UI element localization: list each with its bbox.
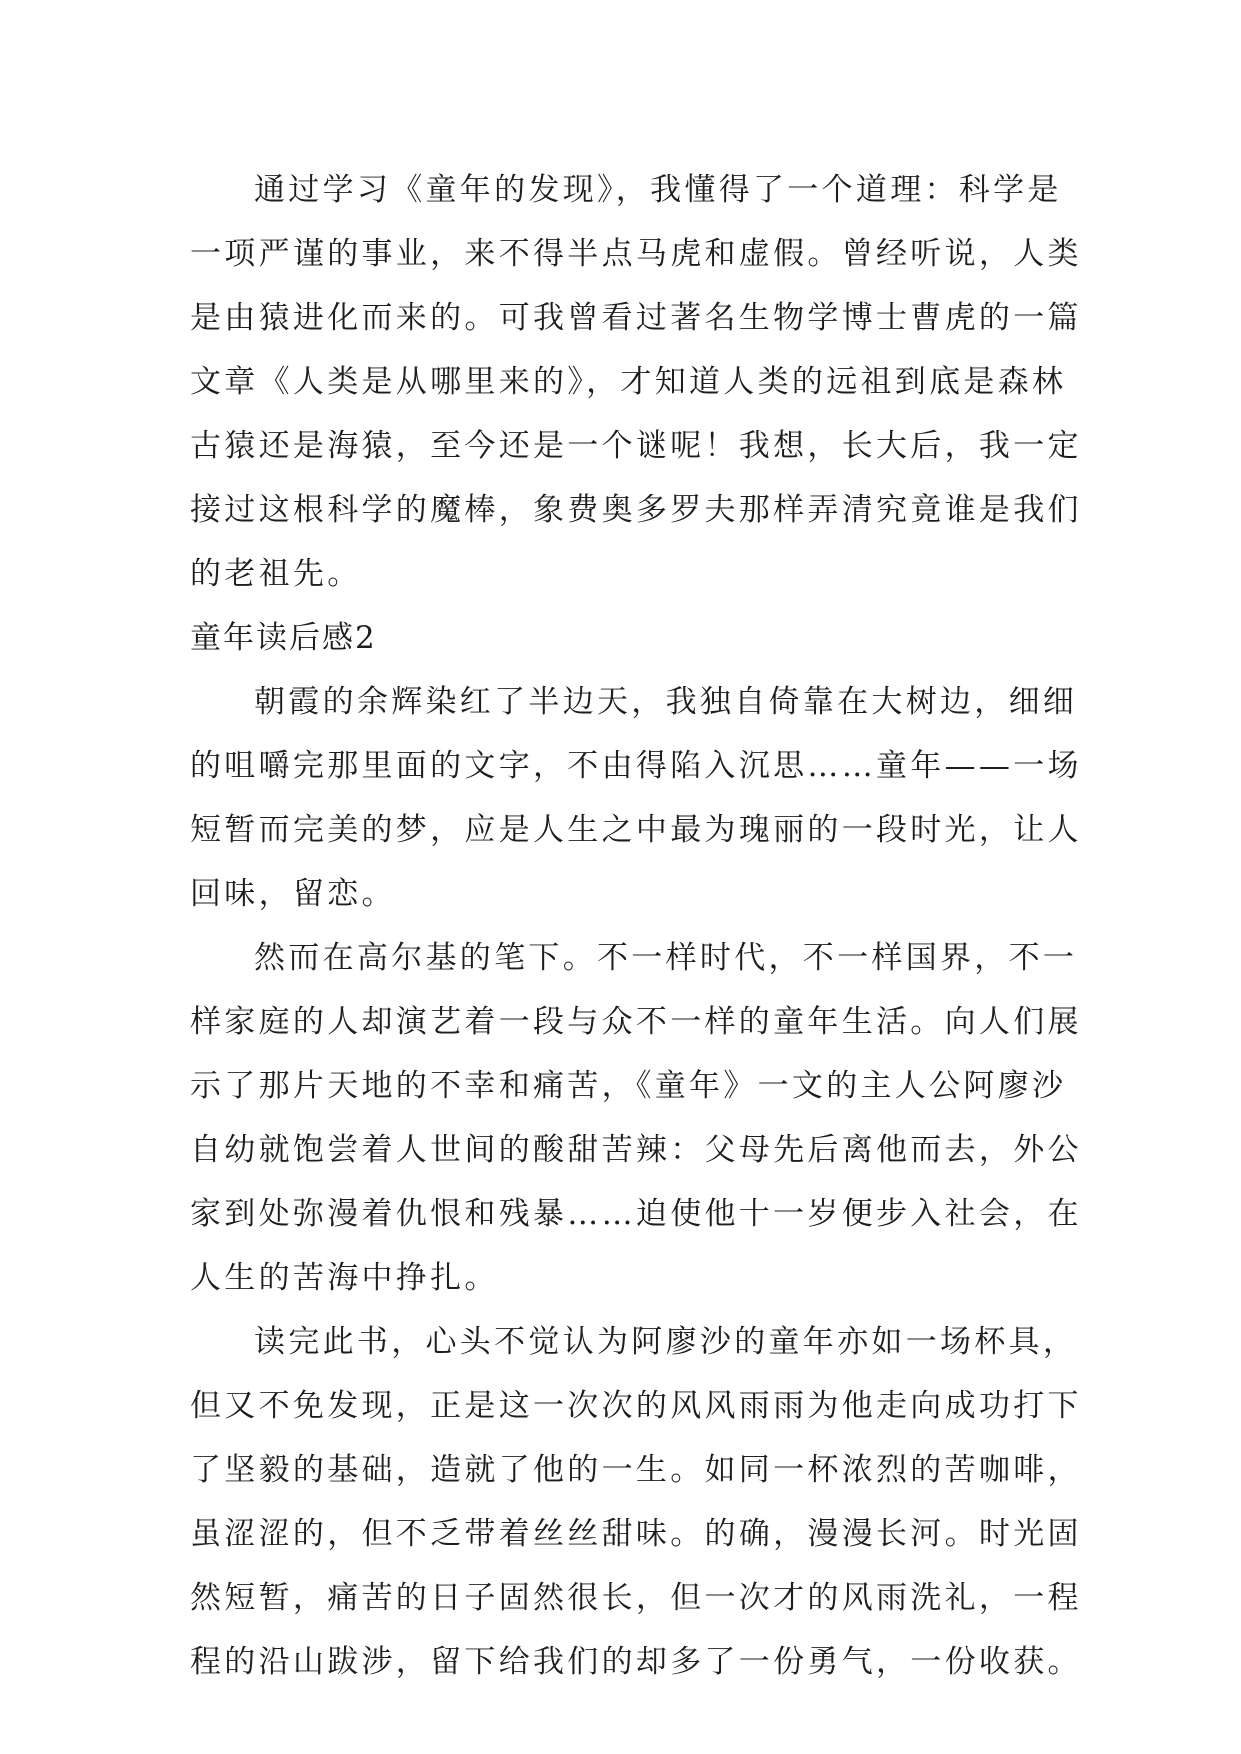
text-line: 然短暂，痛苦的日子固然很长，但一次才的风雨洗礼，一程 <box>190 1580 1082 1616</box>
text-line: 样家庭的人却演艺着一段与众不一样的童年生活。向人们展 <box>190 1004 1082 1040</box>
paragraph-2 <box>190 670 1082 926</box>
text-line: 文章《人类是从哪里来的》，才知道人类的远祖到底是森林 <box>190 364 1067 400</box>
paragraph-3 <box>190 926 1082 1310</box>
document-body <box>190 158 1082 1694</box>
section-heading: 童年读后感2 <box>190 620 377 656</box>
text-line: 人生的苦海中挣扎。 <box>190 1260 499 1296</box>
text-line: 古猿还是海猿，至今还是一个谜呢！我想，长大后，我一定 <box>190 428 1082 464</box>
text-line: 家到处弥漫着仇恨和残暴……迫使他十一岁便步入社会，在 <box>190 1196 1082 1232</box>
paragraph-1 <box>190 158 1082 606</box>
text-line: 示了那片天地的不幸和痛苦，《童年》一文的主人公阿廖沙 <box>190 1068 1067 1104</box>
text-line: 然而在高尔基的笔下。不一样时代，不一样国界，不一 <box>254 940 1078 976</box>
text-line: 通过学习《童年的发现》，我懂得了一个道理：科学是 <box>254 172 1062 208</box>
text-line: 短暂而完美的梦，应是人生之中最为瑰丽的一段时光，让人 <box>190 812 1082 848</box>
text-line: 但又不免发现，正是这一次次的风风雨雨为他走向成功打下 <box>190 1388 1082 1424</box>
text-line: 接过这根科学的魔棒，象费奥多罗夫那样弄清究竟谁是我们 <box>190 492 1082 528</box>
text-line: 朝霞的余辉染红了半边天，我独自倚靠在大树边，细细 <box>254 684 1078 720</box>
text-line: 是由猿进化而来的。可我曾看过著名生物学博士曹虎的一篇 <box>190 300 1082 336</box>
text-line: 自幼就饱尝着人世间的酸甜苦辣：父母先后离他而去，外公 <box>190 1132 1082 1168</box>
text-line: 了坚毅的基础，造就了他的一生。如同一杯浓烈的苦咖啡， <box>190 1452 1082 1488</box>
text-line: 一项严谨的事业，来不得半点马虎和虚假。曾经听说，人类 <box>190 236 1082 272</box>
paragraph-4 <box>190 1310 1082 1694</box>
text-line: 的老祖先。 <box>190 556 362 592</box>
text-line: 回味，留恋。 <box>190 876 396 912</box>
text-line: 读完此书，心头不觉认为阿廖沙的童年亦如一场杯具， <box>254 1324 1078 1360</box>
text-line: 虽涩涩的，但不乏带着丝丝甜味。的确，漫漫长河。时光固 <box>190 1516 1082 1552</box>
text-line: 程的沿山跋涉，留下给我们的却多了一份勇气，一份收获。 <box>190 1644 1082 1680</box>
text-line: 的咀嚼完那里面的文字，不由得陷入沉思……童年——一场 <box>190 748 1082 784</box>
